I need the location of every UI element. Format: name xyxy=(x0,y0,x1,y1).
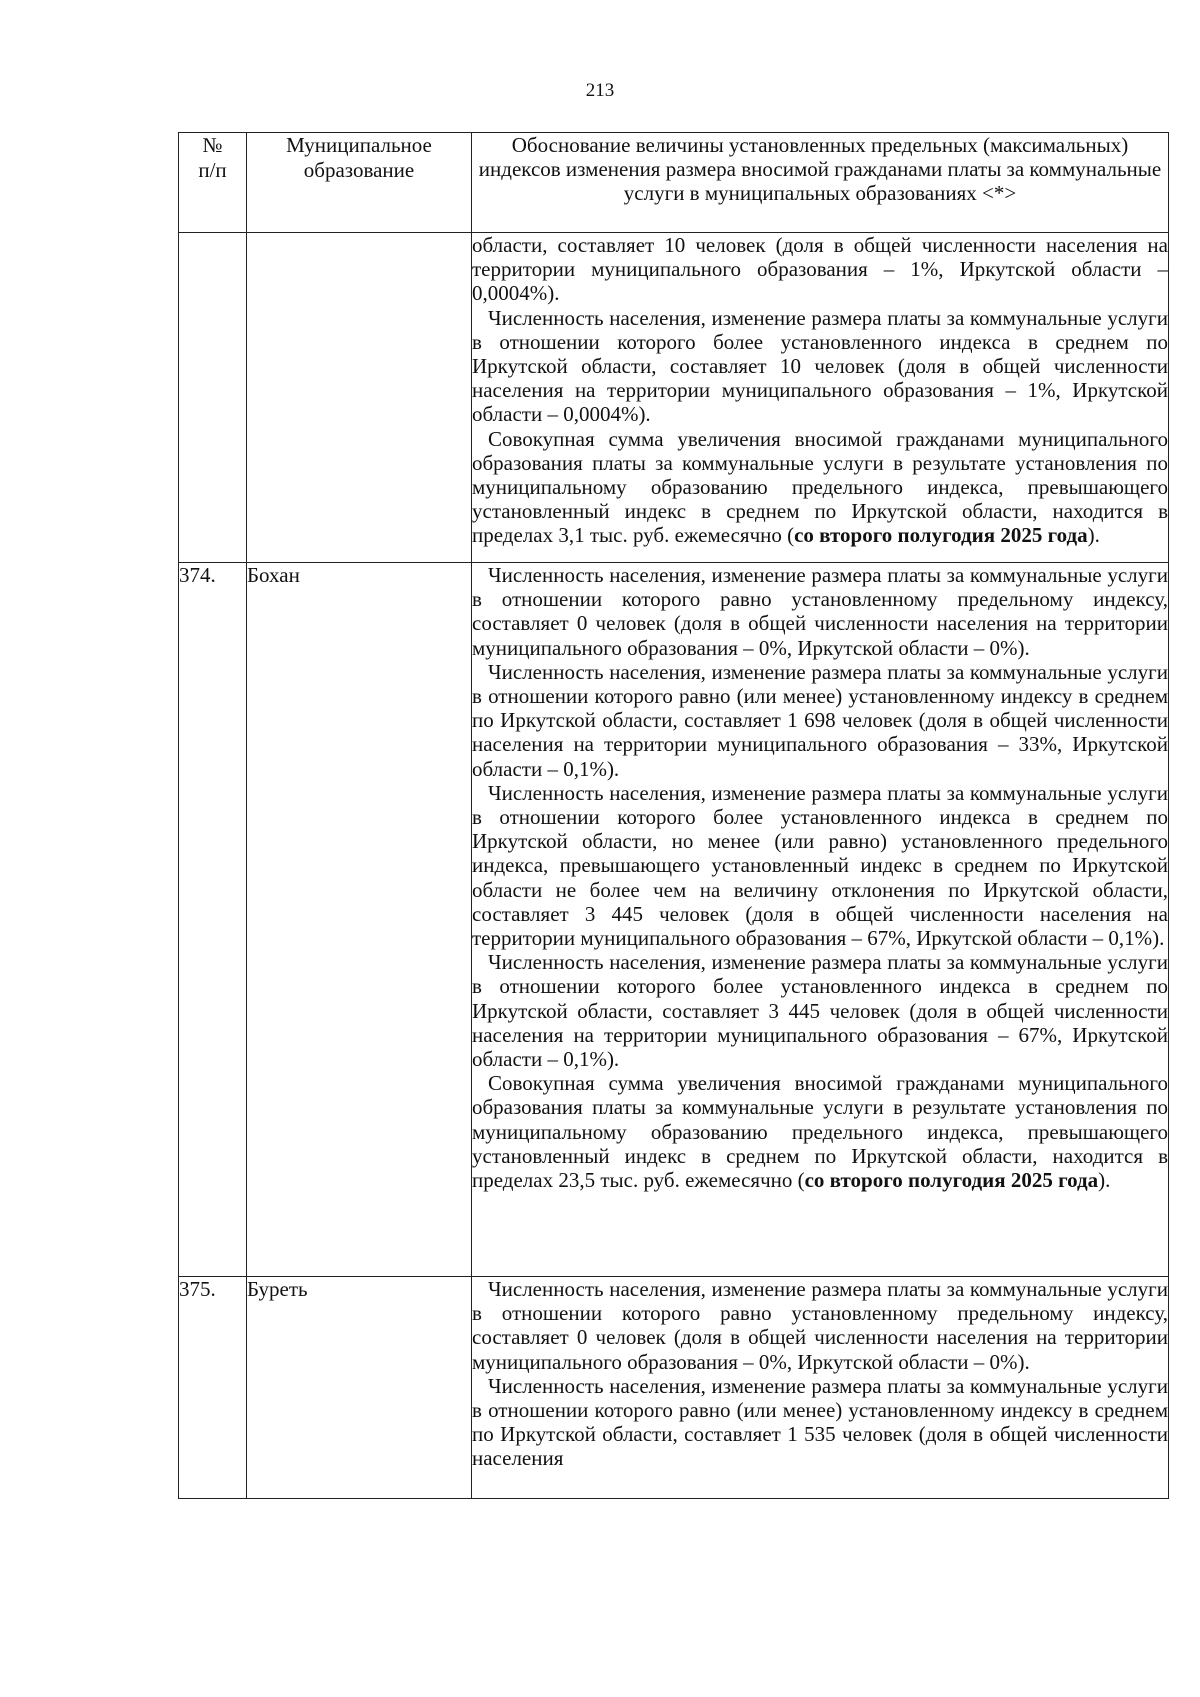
table-row xyxy=(179,233,1169,563)
tariff-index-table xyxy=(178,132,1169,1499)
paragraph: Численность населения, изменение размера платы за коммунальные услуги в отношении которого равно установленному предельному индексу, составляет 0 человек (доля в общей численности населения на территории муниципального образования – 0%, Иркутской области – 0%). xyxy=(472,563,1168,660)
header-municipality-column xyxy=(247,133,472,233)
table-row xyxy=(179,563,1169,1277)
row-municipality: Буреть xyxy=(247,1277,472,1499)
paragraph: Численность населения, изменение размера платы за коммунальные услуги в отношении которого более установленного индекса в среднем по Иркутской области, составляет 10 человек (доля в общей численности населения на территории муниципального образования – 1%, Иркутской области – 0,0004%). xyxy=(472,305,1168,427)
row-number xyxy=(179,233,247,563)
paragraph: Численность населения, изменение размера платы за коммунальные услуги в отношении которого равно (или менее) установленному индексу в среднем по Иркутской области, составляет 1 535 человек (доля в общей численности населения xyxy=(472,1373,1168,1471)
table-row xyxy=(179,1277,1169,1499)
row-municipality xyxy=(247,233,472,563)
paragraph: Совокупная сумма увеличения вносимой гражданами муниципального образования платы за коммунальные услуги в результате установления по муниципальному образованию предельного индекса, превышающего установленный индекс в среднем по Иркутской области, находится в пределах 3,1 тыс. руб. ежемесячно (со второго полугодия 2025 года). xyxy=(472,426,1168,548)
paragraph: Совокупная сумма увеличения вносимой гражданами муниципального образования платы за коммунальные услуги в результате установления по муниципальному образованию предельного индекса, превышающего установленный индекс в среднем по Иркутской области, находится в пределах 23,5 тыс. руб. ежемесячно (со второго полугодия 2025 года). xyxy=(472,1071,1168,1193)
header-number-line1: № xyxy=(202,133,223,157)
header-number-column xyxy=(179,133,247,233)
page-number: 213 xyxy=(585,80,615,101)
row-justification xyxy=(472,233,1169,563)
table-header-row xyxy=(179,133,1169,233)
paragraph: Численность населения, изменение размера платы за коммунальные услуги в отношении которого равно (или менее) установленному индексу в среднем по Иркутской области, составляет 1 698 человек (доля в общей численности населения на территории муниципального образования – 33%, Иркутской области – 0,1%). xyxy=(472,659,1168,781)
header-justification-column: Обоснование величины установленных предельных (максимальных) индексов изменения размера вносимой гражданами платы за коммунальные услуги в муниципальных образованиях <*> xyxy=(472,133,1169,233)
period-emphasis: со второго полугодия 2025 года xyxy=(794,523,1088,548)
row-justification xyxy=(472,1277,1169,1499)
paragraph: Численность населения, изменение размера платы за коммунальные услуги в отношении которого более установленного индекса в среднем по Иркутской области, составляет 3 445 человек (доля в общей численности населения на территории муниципального образования – 67%, Иркутской области – 0,1%). xyxy=(472,950,1168,1072)
period-emphasis: со второго полугодия 2025 года xyxy=(804,1168,1099,1193)
paragraph: Численность населения, изменение размера платы за коммунальные услуги в отношении которого равно установленному предельному индексу, составляет 0 человек (доля в общей численности населения на территории муниципального образования – 0%, Иркутской области – 0%). xyxy=(472,1277,1168,1374)
row-number: 374. xyxy=(179,563,247,1277)
paragraph: области, составляет 10 человек (доля в общей численности населения на территории муниципального образования – 1%, Иркутской области – 0,0004%). xyxy=(472,233,1168,306)
paragraph: Численность населения, изменение размера платы за коммунальные услуги в отношении которого более установленного индекса в среднем по Иркутской области, но менее (или равно) установленного предельного индекса, превышающего установленный индекс в среднем по Иркутской области не более чем на величину отклонения по Иркутской области, составляет 3 445 человек (доля в общей численности населения на территории муниципального образования – 67%, Иркутской области – 0,1%). xyxy=(472,780,1168,951)
row-justification xyxy=(472,563,1169,1277)
header-municipality-line1: Муниципальное xyxy=(286,133,432,157)
row-number: 375. xyxy=(179,1277,247,1499)
header-number-line2: п/п xyxy=(198,158,227,182)
row-municipality: Бохан xyxy=(247,563,472,1277)
header-municipality-line2: образование xyxy=(303,158,415,182)
